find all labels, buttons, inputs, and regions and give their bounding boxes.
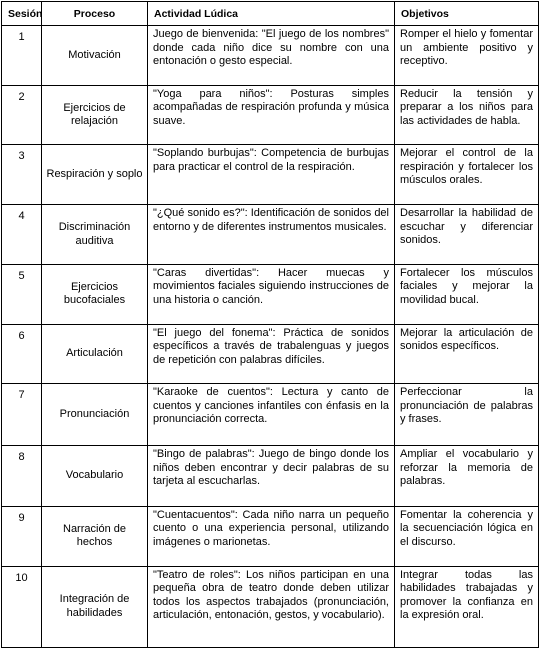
process-cell: Ejercicios de relajación: [42, 85, 148, 145]
objective-cell: Reducir la tensión y preparar a los niños para las actividades de habla.: [395, 85, 539, 145]
activity-cell: Juego de bienvenida: "El juego de los nombres" donde cada niño dice su nombre con una entonación o gesto especial.: [148, 26, 395, 86]
activity-cell: "Bingo de palabras": Juego de bingo donde los niños deben encontrar y decir palabras de su tarjeta al escucharlas.: [148, 446, 395, 507]
objective-cell: Desarrollar la habilidad de escuchar y diferenciar sonidos.: [395, 205, 539, 265]
process-cell: Motivación: [42, 26, 148, 86]
header-proceso: Proceso: [42, 2, 148, 26]
header-actividad: Actividad Lúdica: [148, 2, 395, 26]
table-row: [2, 264, 539, 324]
table-row: [2, 566, 539, 647]
table-row: [2, 205, 539, 265]
objective-cell: Fortalecer los músculos faciales y mejorar la movilidad bucal.: [395, 264, 539, 324]
objective-cell: Ampliar el vocabulario y reforzar la memoria de palabras.: [395, 446, 539, 507]
process-cell: Respiración y soplo: [42, 145, 148, 205]
table-row: [2, 26, 539, 86]
session-number: 6: [2, 324, 42, 384]
objective-cell: Mejorar el control de la respiración y fortalecer los músculos orales.: [395, 145, 539, 205]
table-row: [2, 506, 539, 566]
objective-cell: Perfeccionar la pronunciación de palabras y frases.: [395, 384, 539, 446]
activity-cell: "El juego del fonema": Práctica de sonidos específicos a través de trabalenguas y juegos de repetición con palabras difíciles.: [148, 324, 395, 384]
table-row: [2, 85, 539, 145]
process-cell: Narración de hechos: [42, 506, 148, 566]
session-number: 8: [2, 446, 42, 507]
objective-cell: Integrar todas las habilidades trabajadas y promover la confianza en la expresión oral.: [395, 566, 539, 647]
objective-cell: Fomentar la coherencia y la secuenciación lógica en el discurso.: [395, 506, 539, 566]
header-row: [2, 2, 539, 26]
session-number: 10: [2, 566, 42, 647]
session-number: 5: [2, 264, 42, 324]
session-number: 1: [2, 26, 42, 86]
process-cell: Discriminación auditiva: [42, 205, 148, 265]
process-cell: Vocabulario: [42, 446, 148, 507]
process-cell: Integración de habilidades: [42, 566, 148, 647]
activity-cell: "Soplando burbujas": Competencia de burbujas para practicar el control de la respiración.: [148, 145, 395, 205]
header-objetivos: Objetivos: [395, 2, 539, 26]
objective-cell: Romper el hielo y fomentar un ambiente positivo y receptivo.: [395, 26, 539, 86]
sessions-table: [1, 1, 539, 648]
header-sesion: Sesión: [2, 2, 42, 26]
table-row: [2, 145, 539, 205]
activity-cell: "Caras divertidas": Hacer muecas y movimientos faciales siguiendo instrucciones de una historia o canción.: [148, 264, 395, 324]
activity-cell: "Teatro de roles": Los niños participan en una pequeña obra de teatro donde deben utilizar todos los aspectos trabajados (pronunciación, articulación, entonación, gestos, y vocabulario).: [148, 566, 395, 647]
session-number: 3: [2, 145, 42, 205]
table-row: [2, 446, 539, 507]
activity-cell: "¿Qué sonido es?": Identificación de sonidos del entorno y de diferentes instrumentos musicales.: [148, 205, 395, 265]
process-cell: Pronunciación: [42, 384, 148, 446]
session-number: 9: [2, 506, 42, 566]
session-number: 4: [2, 205, 42, 265]
table-row: [2, 384, 539, 446]
table-row: [2, 324, 539, 384]
session-number: 2: [2, 85, 42, 145]
activity-cell: "Yoga para niños": Posturas simples acompañadas de respiración profunda y música suave.: [148, 85, 395, 145]
process-cell: Articulación: [42, 324, 148, 384]
activity-cell: "Karaoke de cuentos": Lectura y canto de cuentos y canciones infantiles con énfasis en la pronunciación correcta.: [148, 384, 395, 446]
activity-cell: "Cuentacuentos": Cada niño narra un pequeño cuento o una experiencia personal, utilizando imágenes o marionetas.: [148, 506, 395, 566]
process-cell: Ejercicios bucofaciales: [42, 264, 148, 324]
objective-cell: Mejorar la articulación de sonidos específicos.: [395, 324, 539, 384]
session-number: 7: [2, 384, 42, 446]
